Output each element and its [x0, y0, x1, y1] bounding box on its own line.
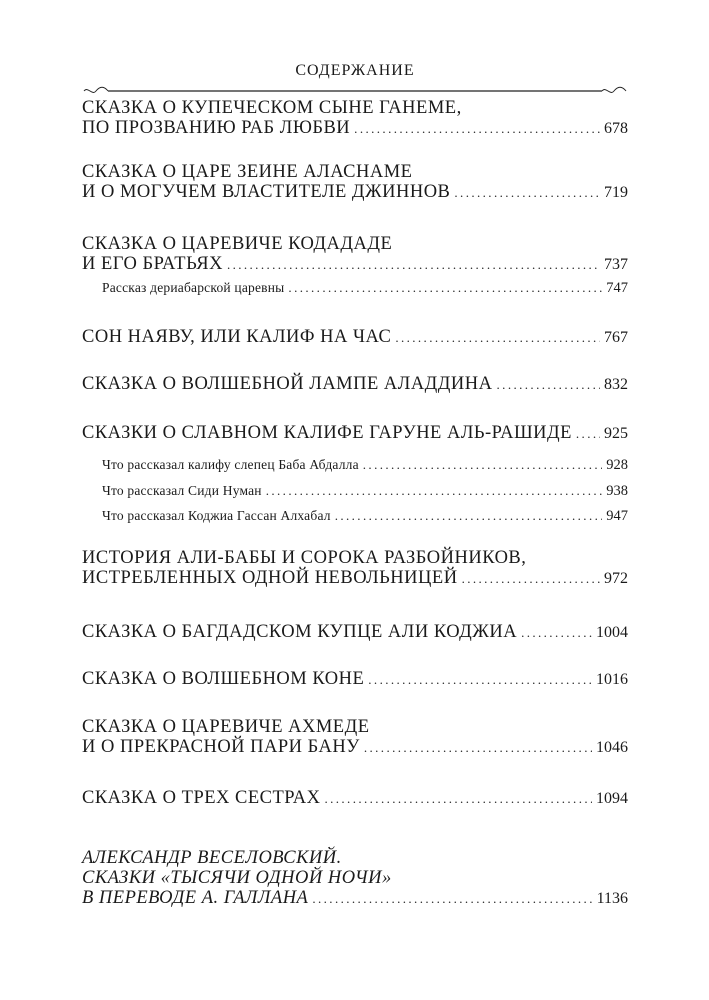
- entry-title: И О МОГУЧЕМ ВЛАСТИТЕЛЕ ДЖИННОВ: [82, 182, 451, 202]
- page-number: 678: [604, 120, 628, 137]
- dot-leader: [364, 738, 592, 758]
- entry-title: СКАЗКА О ТРЕХ СЕСТРАХ: [82, 788, 321, 808]
- page-title: СОДЕРЖАНИЕ: [295, 62, 415, 79]
- dot-leader: [395, 328, 600, 348]
- entry-line: [82, 868, 628, 888]
- entry-title: СКАЗКИ О СЛАВНОМ КАЛИФЕ ГАРУНЕ АЛЬ-РАШИДЕ: [82, 423, 572, 443]
- dot-leader: [497, 375, 600, 395]
- page-number: 947: [606, 508, 628, 524]
- entry-line: [82, 737, 628, 757]
- toc-entry[interactable]: [82, 717, 628, 757]
- subentry-title: Что рассказал Коджиа Гассан Алхабал: [102, 508, 331, 523]
- toc-entry[interactable]: [82, 848, 628, 908]
- entry-title: И О ПРЕКРАСНОЙ ПАРИ БАНУ: [82, 737, 360, 757]
- entry-title: СКАЗКА О ВОЛШЕБНОМ КОНЕ: [82, 669, 365, 689]
- dot-leader: [354, 119, 600, 139]
- entry-title: И ЕГО БРАТЬЯХ: [82, 254, 223, 274]
- dot-leader: [576, 424, 600, 444]
- page-number: 1094: [596, 790, 628, 807]
- toc-entry[interactable]: [82, 162, 628, 202]
- entry-title: ПО ПРОЗВАНИЮ РАБ ЛЮБВИ: [82, 118, 351, 138]
- toc-entry[interactable]: [82, 622, 628, 642]
- entry-title: ИСТРЕБЛЕННЫХ ОДНОЙ НЕВОЛЬНИЦЕЙ: [82, 568, 458, 588]
- toc-entry[interactable]: [82, 374, 628, 394]
- toc-subentry[interactable]: [102, 507, 628, 525]
- dot-leader: [454, 183, 600, 203]
- page-number: 972: [604, 570, 628, 587]
- page-number: 832: [604, 376, 628, 393]
- entry-line: [82, 548, 628, 568]
- entry-title: СКАЗКА О ЦАРЕ ЗЕИНЕ АЛАСНАМЕ: [82, 162, 413, 182]
- toc-entry[interactable]: [82, 423, 628, 443]
- page-number: 1016: [596, 671, 628, 688]
- entry-line: [82, 118, 628, 138]
- dot-leader: [462, 569, 600, 589]
- entry-line: [82, 568, 628, 588]
- toc-entry[interactable]: [82, 234, 628, 274]
- entry-title: ИСТОРИЯ АЛИ-БАБЫ И СОРОКА РАЗБОЙНИКОВ,: [82, 548, 527, 568]
- dot-leader: [312, 889, 592, 909]
- entry-line: [82, 888, 628, 908]
- entry-line: [82, 254, 628, 274]
- entry-line: [82, 717, 628, 737]
- subentry-title: Рассказ дериабарской царевны: [102, 280, 285, 295]
- dot-leader: [288, 279, 602, 297]
- toc-entry[interactable]: [82, 98, 628, 138]
- entry-title: АЛЕКСАНДР ВЕСЕЛОВСКИЙ.: [82, 848, 342, 868]
- dot-leader: [266, 482, 603, 500]
- toc-entry[interactable]: [82, 327, 628, 347]
- entry-line: [82, 162, 628, 182]
- page-number: 719: [604, 184, 628, 201]
- subentry-title: Что рассказал Сиди Нуман: [102, 483, 262, 498]
- dot-leader: [368, 670, 592, 690]
- toc-entry[interactable]: [82, 669, 628, 689]
- page-number: 1046: [596, 739, 628, 756]
- entry-title: СКАЗКА О ВОЛШЕБНОЙ ЛАМПЕ АЛАДДИНА: [82, 374, 493, 394]
- entry-line: [82, 848, 628, 868]
- entry-title: СКАЗКА О БАГДАДСКОМ КУПЦЕ АЛИ КОДЖИА: [82, 622, 518, 642]
- page-number: 1136: [596, 890, 628, 907]
- toc-subentry[interactable]: [102, 482, 628, 500]
- toc-entry[interactable]: [82, 788, 628, 808]
- entry-line: [82, 234, 628, 254]
- entry-title: В ПЕРЕВОДЕ А. ГАЛЛАНА: [82, 888, 309, 908]
- dot-leader: [324, 789, 592, 809]
- subentry-title: Что рассказал калифу слепец Баба Абдалла: [102, 457, 359, 472]
- toc-subentry[interactable]: [102, 279, 628, 297]
- entry-title: СКАЗКА О КУПЕЧЕСКОМ СЫНЕ ГАНЕМЕ,: [82, 98, 462, 118]
- dot-leader: [335, 507, 603, 525]
- page-number: 925: [604, 425, 628, 442]
- entry-title: СКАЗКИ «ТЫСЯЧИ ОДНОЙ НОЧИ»: [82, 868, 392, 888]
- dot-leader: [227, 255, 600, 275]
- page-number: 1004: [596, 624, 628, 641]
- entry-title: СОН НАЯВУ, ИЛИ КАЛИФ НА ЧАС: [82, 327, 392, 347]
- entry-title: СКАЗКА О ЦАРЕВИЧЕ КОДАДАДЕ: [82, 234, 393, 254]
- page-number: 747: [606, 280, 628, 296]
- entry-line: [82, 98, 628, 118]
- page-number: 938: [606, 483, 628, 499]
- page-number: 767: [604, 329, 628, 346]
- dot-leader: [521, 623, 592, 643]
- ornamental-rule: [82, 85, 628, 97]
- entry-title: СКАЗКА О ЦАРЕВИЧЕ АХМЕДЕ: [82, 717, 370, 737]
- toc-entry[interactable]: [82, 548, 628, 588]
- page-number: 737: [604, 256, 628, 273]
- page-number: 928: [606, 457, 628, 473]
- entry-line: [82, 182, 628, 202]
- dot-leader: [363, 456, 602, 474]
- toc-subentry[interactable]: [102, 456, 628, 474]
